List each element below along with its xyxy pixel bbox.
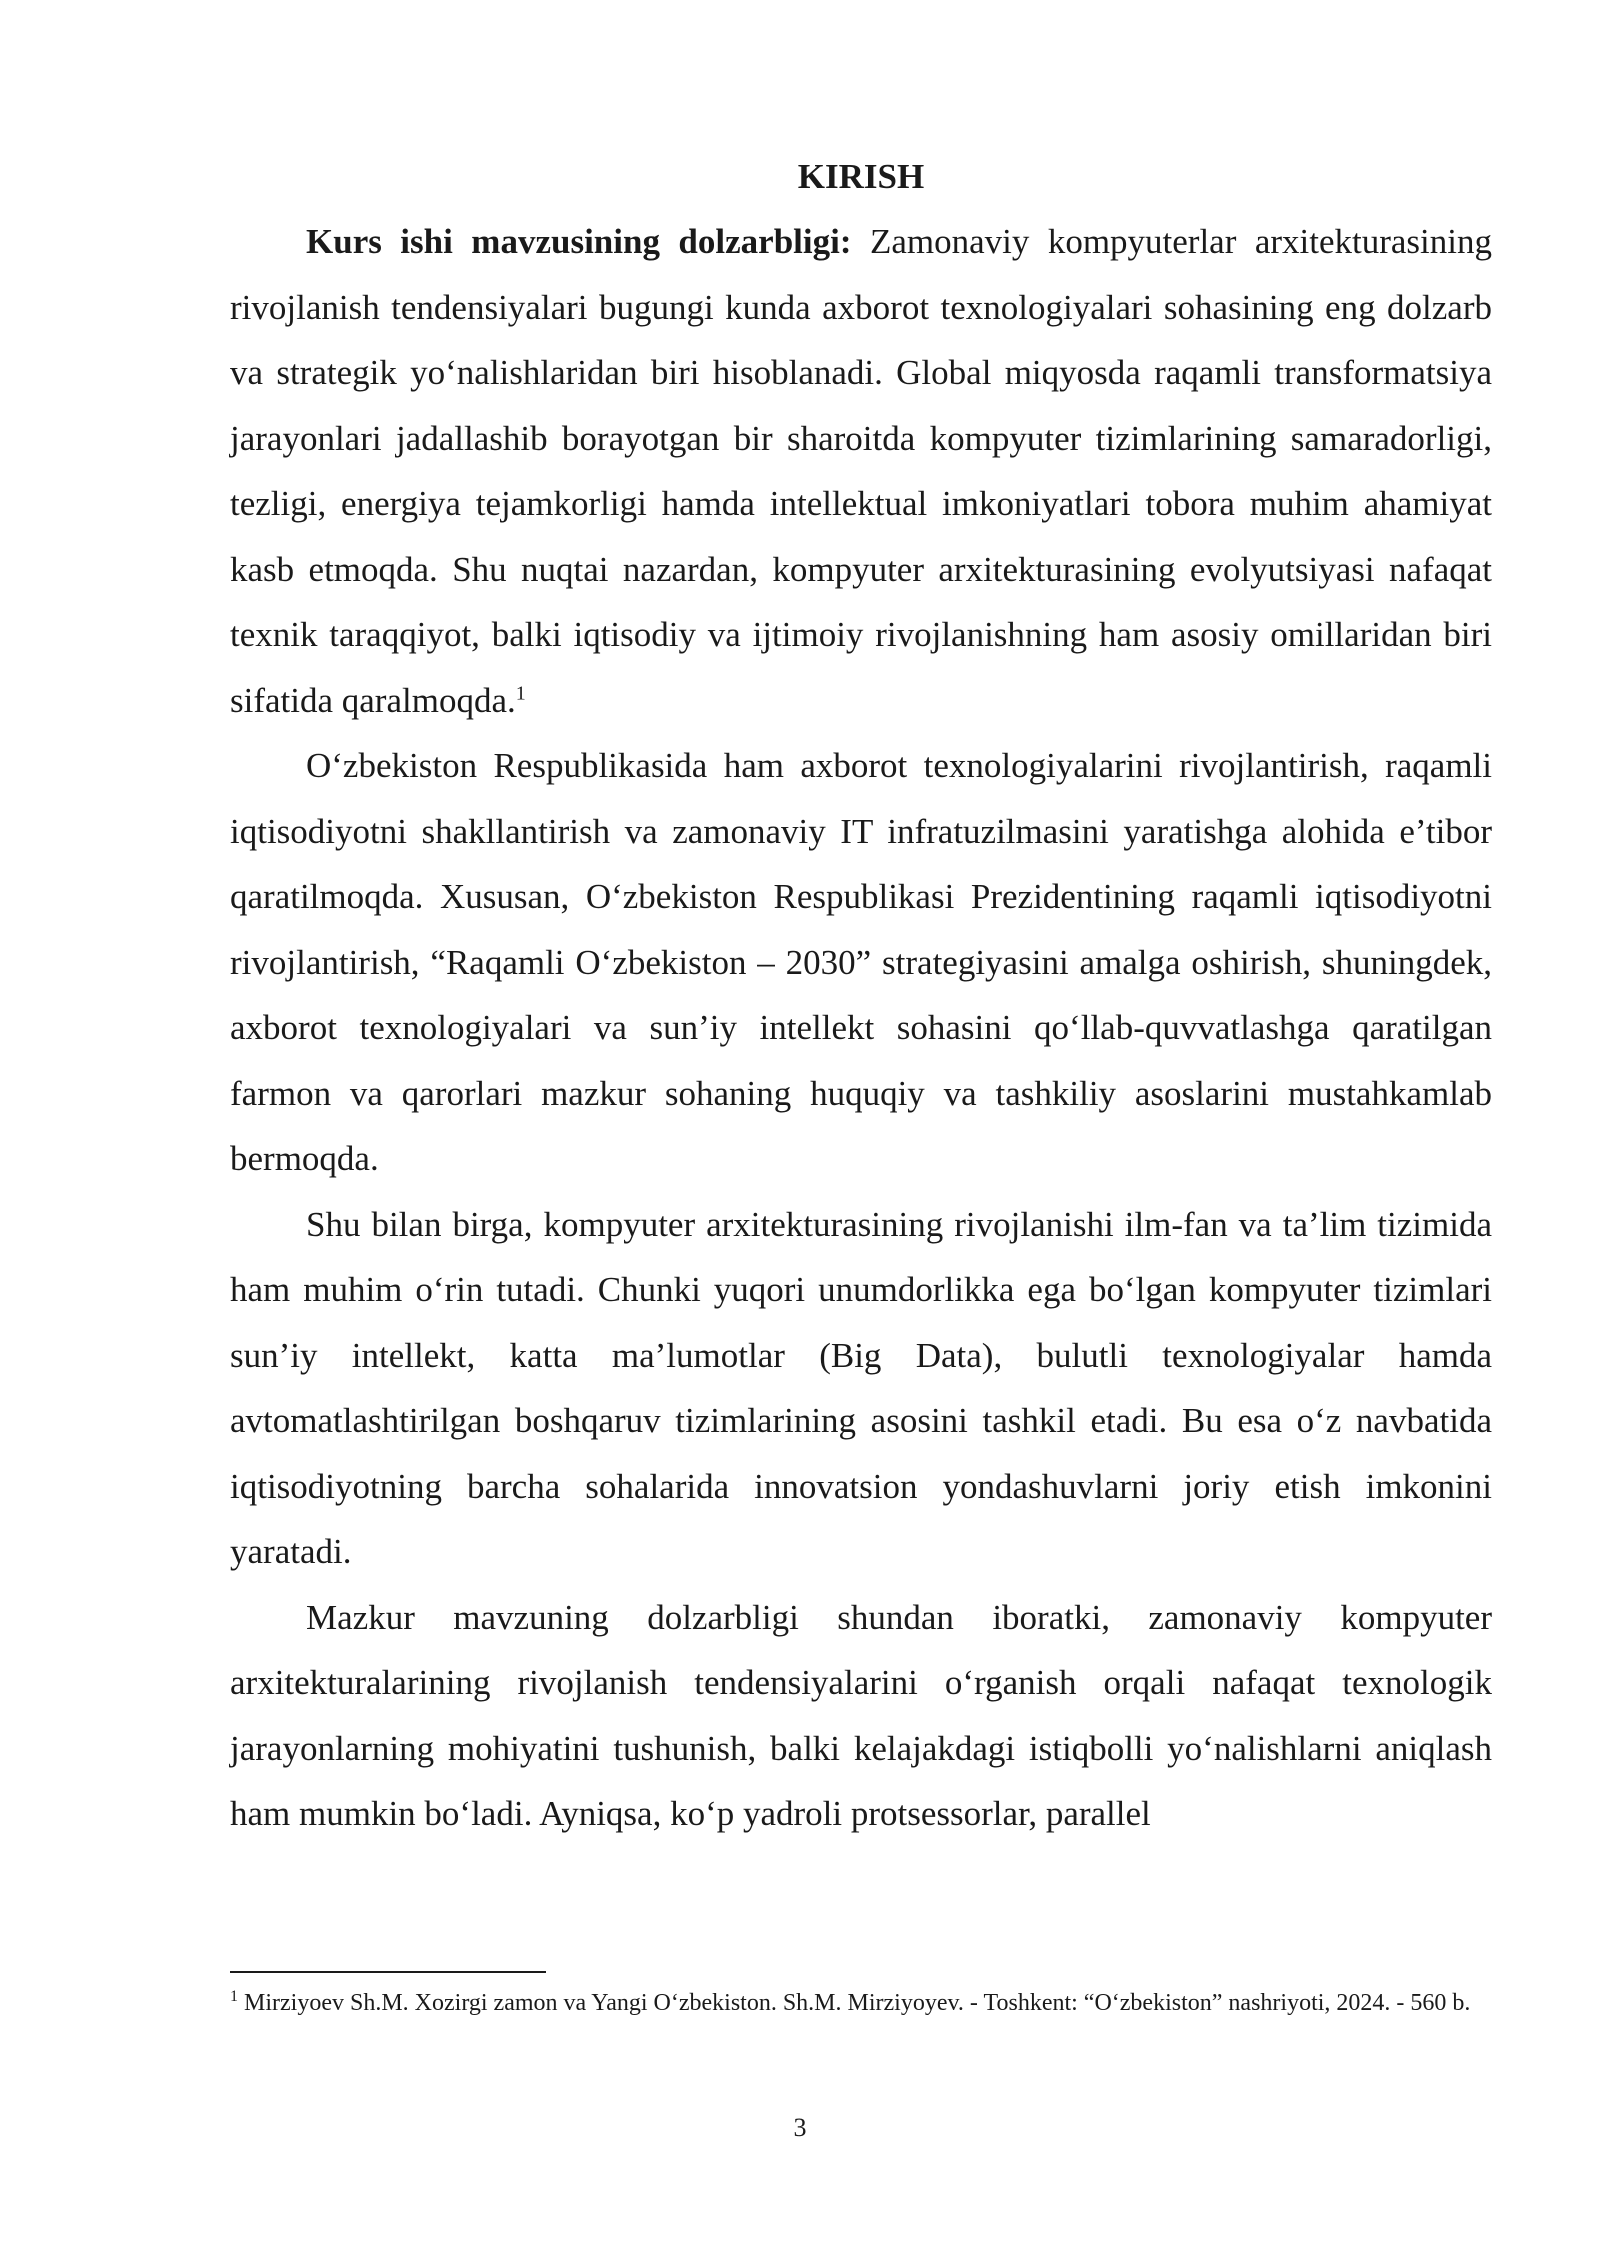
footnote-mark: 1 <box>230 1988 238 2005</box>
paragraph-relevance <box>230 209 1492 733</box>
page-number: 3 <box>793 2113 807 2142</box>
footnote-reference: 1 <box>515 681 526 704</box>
page-body <box>230 145 1492 1847</box>
footnote <box>230 1982 1492 2024</box>
paragraph-text: Zamonaviy kompyuterlar arxitekturasining rivojlanish tendensiyalari bugungi kunda axborot texnologiyalari sohasining eng dolzarb va strategik yo‘nalishlaridan biri hisoblanadi. Global miqyosda raqamli transformatsiya jarayonlari jadallashib borayotgan bir sharoitda kompyuter tizimlarining samaradorligi, tezligi, energiya tejamkorligi hamda intellektual imkoniyatlari tobora muhim ahamiyat kasb etmoqda. Shu nuqtai nazardan, kompyuter arxitekturasining evolyutsiyasi nafaqat texnik taraqqiyot, balki iqtisodiy va ijtimoiy rivojlanishning ham asosiy omillaridan biri sifatida qaralmoqda. <box>230 222 1492 720</box>
paragraph-topic-relevance: Mazkur mavzuning dolzarbligi shundan iboratki, zamonaviy kompyuter arxitekturalarining rivojlanish tendensiyalarini o‘rganish orqali nafaqat texnologik jarayonlarning mohiyatini tushunish, balki kelajakdagi istiqbolli yo‘nalishlarni aniqlash ham mumkin bo‘ladi. Ayniqsa, ko‘p yadroli protsessorlar, parallel <box>230 1597 1492 1833</box>
page-title: KIRISH <box>797 157 925 196</box>
paragraph-science-education: Shu bilan birga, kompyuter arxitekturasining rivojlanishi ilm-fan va ta’lim tizimida ham muhim o‘rin tutadi. Chunki yuqori unumdorlikka ega bo‘lgan kompyuter tizimlari sun’iy intellekt, katta ma’lumotlar (Big Data), bulutli texnologiyalar hamda avtomatlashtirilgan boshqaruv tizimlarining asosini tashkil etadi. Bu esa o‘z navbatida iqtisodiyotning barcha sohalarida innovatsion yondashuvlarni joriy etish imkonini yaratadi. <box>230 1204 1492 1571</box>
footnote-text: Mirziyoev Sh.M. Xozirgi zamon va Yangi O‘zbekiston. Sh.M. Mirziyoyev. - Toshkent: “O‘zbekiston” nashriyoti, 2024. - 560 b. <box>238 1990 1471 2016</box>
paragraph-lead: Kurs ishi mavzusining dolzarbligi: <box>306 222 852 261</box>
footnote-separator <box>230 1971 546 1973</box>
paragraph-uzbekistan: O‘zbekiston Respublikasida ham axborot texnologiyalarini rivojlantirish, raqamli iqtisodiyotni shakllantirish va zamonaviy IT infratuzilmasini yaratishga alohida e’tibor qaratilmoqda. Xususan, O‘zbekiston Respublikasi Prezidentining raqamli iqtisodiyotni rivojlantirish, “Raqamli O‘zbekiston – 2030” strategiyasini amalga oshirish, shuningdek, axborot texnologiyalari va sun’iy intellekt sohasini qo‘llab-quvvatlashga qaratilgan farmon va qarorlari mazkur sohaning huquqiy va tashkiliy asoslarini mustahkamlab bermoqda. <box>230 746 1492 1178</box>
